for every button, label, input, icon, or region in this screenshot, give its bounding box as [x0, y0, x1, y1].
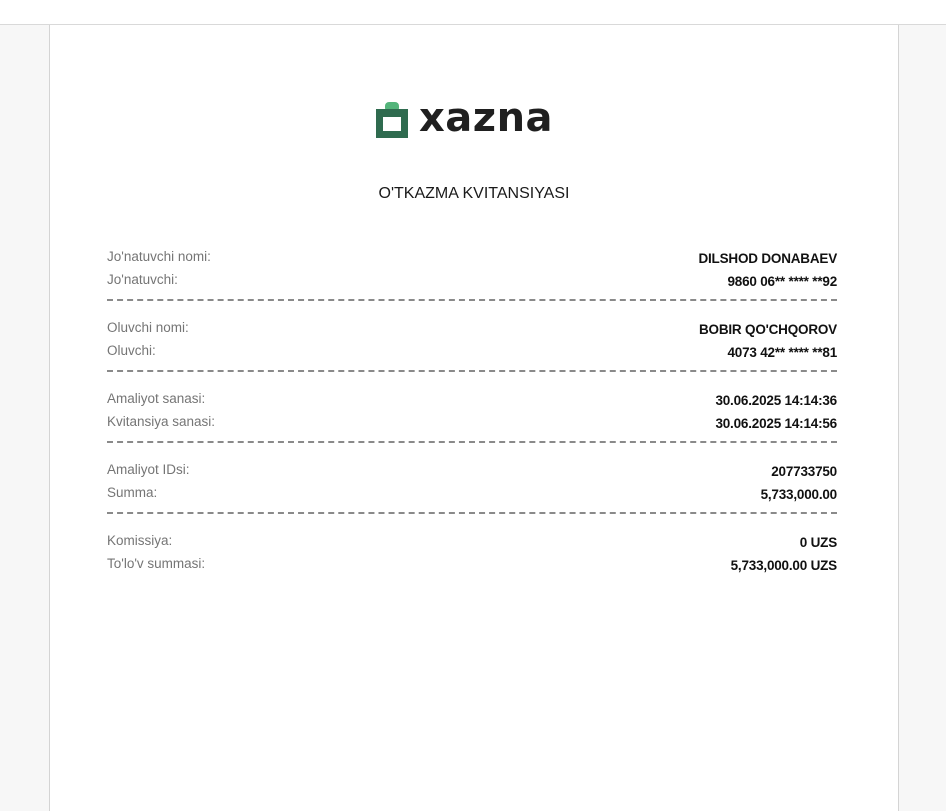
detail-value: 5,733,000.00 UZS — [730, 558, 837, 573]
dates-section — [107, 391, 837, 462]
detail-value: 30.06.2025 14:14:36 — [715, 393, 837, 408]
receipt-title: O'TKAZMA KVITANSIYASI — [378, 185, 570, 202]
detail-label: Komissiya: — [107, 533, 173, 548]
detail-row — [107, 462, 837, 485]
detail-row — [107, 272, 837, 295]
detail-value: 4073 42** **** **81 — [727, 345, 837, 360]
detail-row — [107, 533, 837, 556]
detail-value: 207733750 — [771, 464, 837, 479]
detail-label: Kvitansiya sanasi: — [107, 414, 216, 429]
detail-row — [107, 343, 837, 366]
detail-value: BOBIR QO'CHQOROV — [698, 322, 837, 337]
detail-row — [107, 414, 837, 437]
detail-value: DILSHOD DONABAEV — [698, 251, 837, 266]
detail-value: 30.06.2025 14:14:56 — [715, 416, 837, 431]
fee-section — [107, 533, 837, 579]
detail-label: Amaliyot IDsi: — [107, 462, 190, 477]
receipt-page — [49, 25, 899, 811]
xazna-logo — [375, 95, 554, 141]
detail-value: 9860 06** **** **92 — [727, 274, 837, 289]
receipt-details — [107, 249, 837, 579]
detail-row — [107, 249, 837, 272]
detail-label: Jo'natuvchi: — [107, 272, 178, 287]
detail-row — [107, 320, 837, 343]
detail-row — [107, 556, 837, 579]
detail-label: To'lo'v summasi: — [107, 556, 206, 571]
xazna-logo-text: xazna — [419, 95, 554, 141]
detail-label: Amaliyot sanasi: — [107, 391, 206, 406]
sender-section — [107, 249, 837, 320]
amount-section — [107, 462, 837, 533]
detail-row — [107, 485, 837, 508]
detail-value: 5,733,000.00 — [760, 487, 837, 502]
detail-label: Oluvchi nomi: — [107, 320, 189, 335]
detail-label: Jo'natuvchi nomi: — [107, 249, 211, 264]
detail-value: 0 UZS — [799, 535, 837, 550]
viewer-toolbar — [0, 0, 946, 25]
detail-row — [107, 391, 837, 414]
detail-label: Oluvchi: — [107, 343, 156, 358]
recipient-section — [107, 320, 837, 391]
detail-label: Summa: — [107, 485, 158, 500]
xazna-logo-icon — [375, 101, 409, 139]
